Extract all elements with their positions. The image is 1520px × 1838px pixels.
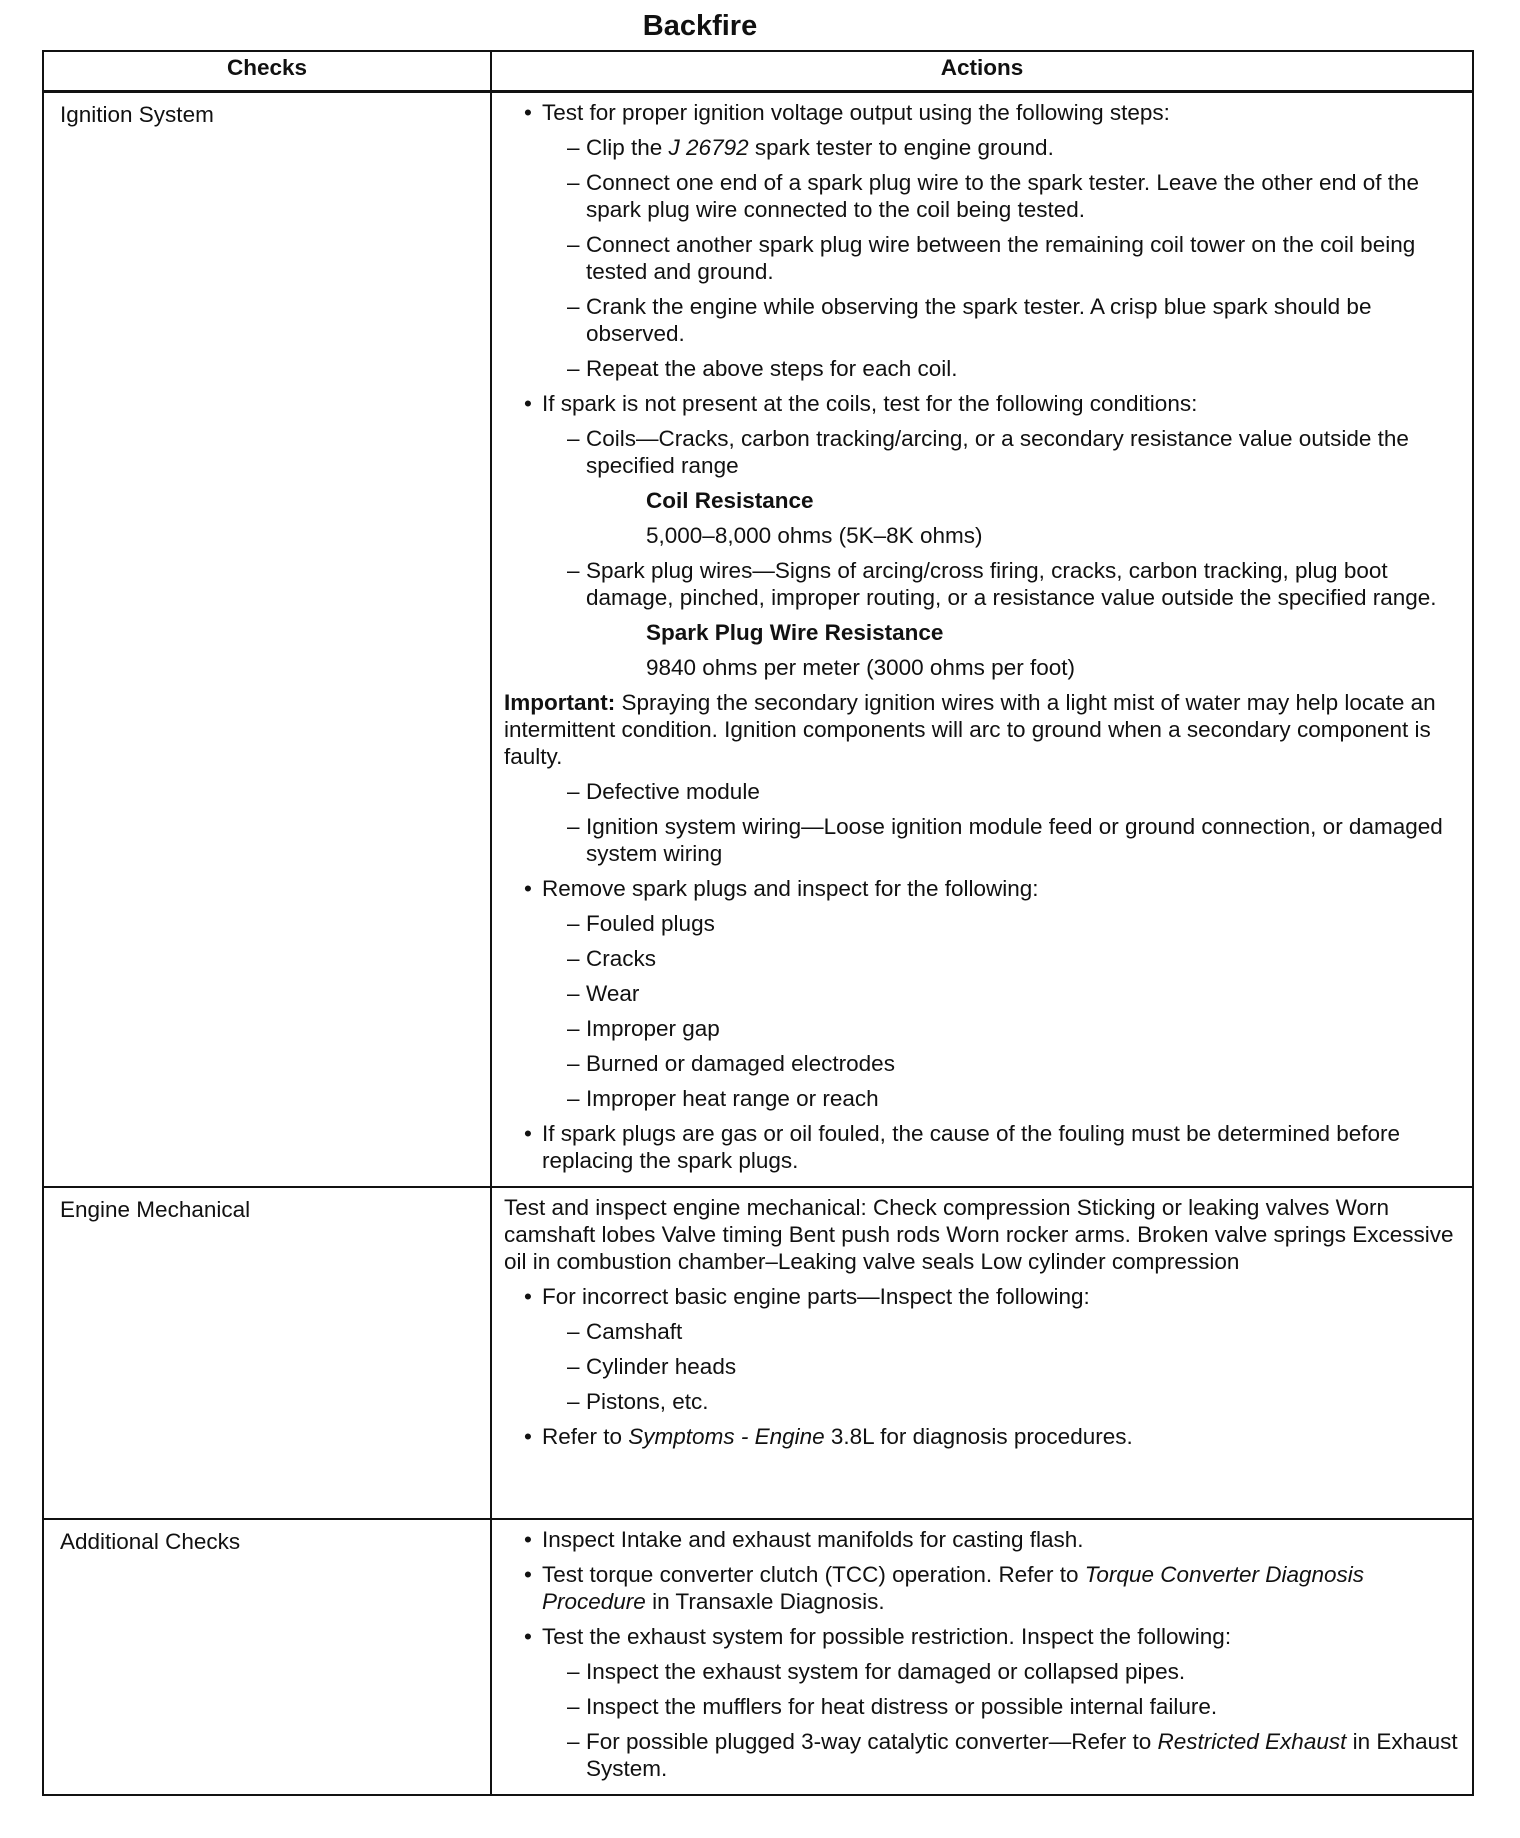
dash-item: – Burned or damaged electrodes <box>504 1050 1466 1077</box>
dash-item: – Clip the J 26792 spark tester to engine ground. <box>504 134 1466 161</box>
important-note: Important: Spraying the secondary ignition wires with a light mist of water may help locate an intermittent condition. Ignition components will arc to ground when a secondary component is faulty. <box>504 690 1436 769</box>
doc-reference: Symptoms - Engine <box>628 1424 825 1449</box>
bullet-item: • Test for proper ignition voltage output using the following steps: <box>504 99 1466 126</box>
dash-item: – Ignition system wiring—Loose ignition module feed or ground connection, or damaged system wiring <box>504 813 1466 867</box>
spec-title: Spark Plug Wire Resistance <box>646 620 944 645</box>
dash-item: – Cracks <box>504 945 1466 972</box>
dash-item: – Connect one end of a spark plug wire to the spark tester. Leave the other end of the spark plug wire connected to the coil being tested. <box>504 169 1466 223</box>
actions-header: Actions <box>491 51 1473 92</box>
backfire-table <box>42 50 1474 1796</box>
spec-value: 5,000–8,000 ohms (5K–8K ohms) <box>646 523 983 548</box>
bullet-item: • If spark plugs are gas or oil fouled, the cause of the fouling must be determined before replacing the spark plugs. <box>504 1120 1466 1174</box>
actions-engine-mechanical <box>491 1187 1473 1519</box>
dash-item: – Inspect the mufflers for heat distress or possible internal failure. <box>504 1693 1466 1720</box>
spec-title: Coil Resistance <box>646 488 814 513</box>
dash-item: – Camshaft <box>504 1318 1466 1345</box>
dash-item: – Cylinder heads <box>504 1353 1466 1380</box>
dash-item: – Improper gap <box>504 1015 1466 1042</box>
dash-item: – Improper heat range or reach <box>504 1085 1466 1112</box>
important-label: Important: <box>504 690 616 715</box>
bullet-item: • Test the exhaust system for possible restriction. Inspect the following: <box>504 1623 1466 1650</box>
checks-header: Checks <box>43 51 491 92</box>
dash-item: – Wear <box>504 980 1466 1007</box>
check-additional-checks: Additional Checks <box>43 1519 491 1795</box>
dash-item: – Connect another spark plug wire between the remaining coil tower on the coil being tested and ground. <box>504 231 1466 285</box>
bullet-item: • Remove spark plugs and inspect for the following: <box>504 875 1466 902</box>
bullet-item: • Test torque converter clutch (TCC) operation. Refer to Torque Converter Diagnosis Procedure in Transaxle Diagnosis. <box>504 1561 1466 1615</box>
dash-item: – Repeat the above steps for each coil. <box>504 355 1466 382</box>
dash-item: – Coils—Cracks, carbon tracking/arcing, or a secondary resistance value outside the specified range <box>504 425 1466 479</box>
table-row-engine <box>43 1187 1473 1519</box>
table-row-ignition <box>43 92 1473 1188</box>
bullet-item: • For incorrect basic engine parts—Inspect the following: <box>504 1283 1466 1310</box>
actions-additional-checks <box>491 1519 1473 1795</box>
bullet-item: • Refer to Symptoms - Engine 3.8L for diagnosis procedures. <box>504 1423 1466 1450</box>
dash-item: – Crank the engine while observing the spark tester. A crisp blue spark should be observed. <box>504 293 1466 347</box>
dash-item: – For possible plugged 3-way catalytic converter—Refer to Restricted Exhaust in Exhaust System. <box>504 1728 1466 1782</box>
doc-reference: Restricted Exhaust <box>1157 1729 1347 1754</box>
lead-paragraph: Test and inspect engine mechanical: Check compression Sticking or leaking valves Worn camshaft lobes Valve timing Bent push rods Worn rocker arms. Broken valve springs Excessive oil in combustion chamber–Leaking valve seals Low cylinder compression <box>504 1195 1454 1274</box>
check-ignition-system: Ignition System <box>43 92 491 1188</box>
dash-item: – Inspect the exhaust system for damaged or collapsed pipes. <box>504 1658 1466 1685</box>
dash-item: – Spark plug wires—Signs of arcing/cross firing, cracks, carbon tracking, plug boot damage, pinched, improper routing, or a resistance value outside the specified range. <box>504 557 1466 611</box>
dash-item: – Defective module <box>504 778 1466 805</box>
table-row-additional <box>43 1519 1473 1795</box>
dash-item: – Fouled plugs <box>504 910 1466 937</box>
check-engine-mechanical: Engine Mechanical <box>43 1187 491 1519</box>
bullet-item: • Inspect Intake and exhaust manifolds for casting flash. <box>504 1526 1466 1553</box>
doc-reference: Torque Converter Diagnosis Procedure <box>542 1562 1365 1614</box>
header-row <box>43 51 1473 92</box>
spec-value: 9840 ohms per meter (3000 ohms per foot) <box>646 655 1075 680</box>
tool-reference: J 26792 <box>668 135 749 160</box>
page-title: Backfire <box>642 10 758 42</box>
dash-item: – Pistons, etc. <box>504 1388 1466 1415</box>
bullet-item: • If spark is not present at the coils, test for the following conditions: <box>504 390 1466 417</box>
actions-ignition-system <box>491 92 1473 1188</box>
